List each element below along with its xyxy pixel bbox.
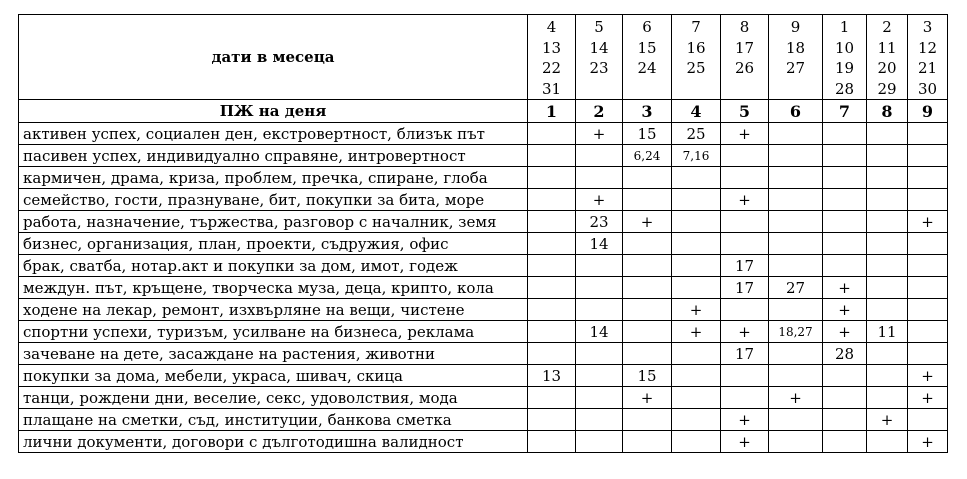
header-dates-row xyxy=(19,15,948,100)
date-value: 18 xyxy=(785,38,806,57)
table-cell xyxy=(576,167,623,189)
table-cell: 25 xyxy=(672,123,721,145)
day-number-1: 1 xyxy=(528,100,576,123)
table-cell xyxy=(672,233,721,255)
table-cell xyxy=(769,299,823,321)
table-cell: + xyxy=(908,387,948,409)
date-value: 31 xyxy=(541,79,562,98)
table-cell xyxy=(576,255,623,277)
day-number-7: 7 xyxy=(823,100,867,123)
table-cell: + xyxy=(721,431,769,453)
table-cell xyxy=(623,277,672,299)
table-cell xyxy=(576,277,623,299)
table-cell xyxy=(908,145,948,167)
table-cell: + xyxy=(908,431,948,453)
row-label: ходене на лекар, ремонт, изхвърляне на вещи, чистене xyxy=(19,299,528,321)
date-value: 26 xyxy=(734,59,755,77)
table-cell xyxy=(672,431,721,453)
table-cell xyxy=(769,409,823,431)
table-cell xyxy=(823,211,867,233)
table-row xyxy=(19,145,948,167)
date-list-col-6 xyxy=(769,15,823,100)
day-number-4: 4 xyxy=(672,100,721,123)
table-cell: + xyxy=(623,211,672,233)
table-cell xyxy=(672,211,721,233)
table-cell xyxy=(528,299,576,321)
table-row xyxy=(19,167,948,189)
row-label: брак, сватба, нотар.акт и покупки за дом, имот, годеж xyxy=(19,255,528,277)
row-label: спортни успехи, туризъм, усилване на бизнеса, реклама xyxy=(19,321,528,343)
table-cell xyxy=(908,321,948,343)
table-row xyxy=(19,123,948,145)
table-cell xyxy=(576,299,623,321)
table-cell: + xyxy=(823,277,867,299)
table-cell xyxy=(528,145,576,167)
date-value: 14 xyxy=(589,38,609,57)
date-list-col-5 xyxy=(721,15,769,100)
table-cell xyxy=(528,431,576,453)
table-cell xyxy=(623,255,672,277)
table-cell xyxy=(908,255,948,277)
table-cell xyxy=(867,167,908,189)
table-cell xyxy=(528,233,576,255)
date-value: 22 xyxy=(541,59,562,77)
date-list-col-7 xyxy=(823,15,867,100)
row-label: семейство, гости, празнуване, бит, покупки за бита, море xyxy=(19,189,528,211)
table-cell xyxy=(823,255,867,277)
table-cell xyxy=(769,431,823,453)
table-cell: + xyxy=(908,365,948,387)
table-cell xyxy=(823,365,867,387)
table-cell xyxy=(576,145,623,167)
date-value: 6 xyxy=(642,18,652,36)
table-cell xyxy=(672,189,721,211)
table-cell xyxy=(867,365,908,387)
table-cell: + xyxy=(721,409,769,431)
row-label: междун. път, кръщене, творческа муза, деца, крипто, кола xyxy=(19,277,528,299)
table-cell xyxy=(576,431,623,453)
day-number-2: 2 xyxy=(576,100,623,123)
table-row xyxy=(19,277,948,299)
date-value: 10 xyxy=(834,38,855,57)
table-cell xyxy=(769,123,823,145)
table-cell: 15 xyxy=(623,123,672,145)
table-cell: + xyxy=(576,189,623,211)
row-label: бизнес, организация, план, проекти, съдружия, офис xyxy=(19,233,528,255)
table-cell xyxy=(867,343,908,365)
table-cell xyxy=(528,321,576,343)
row-label: кармичен, драма, криза, проблем, пречка, спиране, глоба xyxy=(19,167,528,189)
table-cell xyxy=(721,167,769,189)
date-value: 30 xyxy=(917,79,938,98)
date-value: 17 xyxy=(734,38,755,57)
table-cell xyxy=(908,299,948,321)
table-cell xyxy=(528,167,576,189)
table-cell xyxy=(908,123,948,145)
date-value: 21 xyxy=(917,59,938,77)
table-cell: + xyxy=(769,387,823,409)
table-cell xyxy=(623,431,672,453)
table-cell: + xyxy=(721,189,769,211)
table-cell xyxy=(867,189,908,211)
table-cell: + xyxy=(672,299,721,321)
table-cell: 13 xyxy=(528,365,576,387)
table-cell xyxy=(823,189,867,211)
table-cell: 17 xyxy=(721,255,769,277)
date-value: 7 xyxy=(691,18,701,36)
table-row xyxy=(19,409,948,431)
row-label: плащане на сметки, съд, институции, банкова сметка xyxy=(19,409,528,431)
date-list-col-9 xyxy=(908,15,948,100)
table-cell xyxy=(867,387,908,409)
table-row xyxy=(19,189,948,211)
table-cell xyxy=(769,145,823,167)
row-label: зачеване на дете, засаждане на растения, животни xyxy=(19,343,528,365)
pz-label: ПЖ на деня xyxy=(19,100,528,123)
table-cell xyxy=(823,409,867,431)
table-cell xyxy=(623,189,672,211)
table-cell xyxy=(823,387,867,409)
table-cell xyxy=(867,255,908,277)
table-cell xyxy=(721,145,769,167)
row-label: пасивен успех, индивидуално справяне, интровертност xyxy=(19,145,528,167)
day-number-3: 3 xyxy=(623,100,672,123)
date-value: 8 xyxy=(739,18,750,36)
table-cell: 11 xyxy=(867,321,908,343)
table-cell: 6,24 xyxy=(623,145,672,167)
table-cell xyxy=(867,233,908,255)
day-number-8: 8 xyxy=(867,100,908,123)
table-cell xyxy=(576,365,623,387)
header-number-row xyxy=(19,100,948,123)
table-row xyxy=(19,211,948,233)
table-cell xyxy=(908,233,948,255)
table-cell xyxy=(823,145,867,167)
numerology-table xyxy=(18,14,948,453)
table-cell xyxy=(528,123,576,145)
table-cell xyxy=(823,167,867,189)
dates-label: дати в месеца xyxy=(19,15,528,100)
table-cell xyxy=(769,189,823,211)
table-cell: + xyxy=(672,321,721,343)
table-cell xyxy=(672,365,721,387)
table-cell xyxy=(528,189,576,211)
table-cell xyxy=(623,343,672,365)
table-cell xyxy=(528,211,576,233)
date-list-col-3 xyxy=(623,15,672,100)
table-cell: + xyxy=(576,123,623,145)
table-cell xyxy=(672,277,721,299)
table-cell: 17 xyxy=(721,343,769,365)
table-cell xyxy=(867,299,908,321)
table-cell: + xyxy=(908,211,948,233)
table-cell xyxy=(672,409,721,431)
date-list-col-1 xyxy=(528,15,576,100)
date-value: 13 xyxy=(541,38,562,57)
table-cell xyxy=(769,211,823,233)
table-cell: + xyxy=(823,321,867,343)
day-number-6: 6 xyxy=(769,100,823,123)
table-row xyxy=(19,233,948,255)
table-cell: 15 xyxy=(623,365,672,387)
date-value: 3 xyxy=(922,18,933,36)
table-cell xyxy=(623,409,672,431)
table-cell: 28 xyxy=(823,343,867,365)
date-value: 16 xyxy=(686,38,706,57)
date-value: 1 xyxy=(839,18,850,36)
table-cell xyxy=(528,343,576,365)
table-cell xyxy=(528,409,576,431)
table-cell xyxy=(867,211,908,233)
table-cell: 17 xyxy=(721,277,769,299)
date-value: 2 xyxy=(882,18,892,36)
table-cell xyxy=(528,277,576,299)
table-cell xyxy=(908,343,948,365)
table-cell xyxy=(769,167,823,189)
table-cell xyxy=(908,167,948,189)
table-cell xyxy=(672,343,721,365)
day-number-5: 5 xyxy=(721,100,769,123)
table-cell xyxy=(867,431,908,453)
row-label: активен успех, социален ден, екстровертност, близък път xyxy=(19,123,528,145)
date-list-col-2 xyxy=(576,15,623,100)
row-label: работа, назначение, тържества, разговор с началник, земя xyxy=(19,211,528,233)
date-list-col-4 xyxy=(672,15,721,100)
row-label: лични документи, договори с дълготодишна валидност xyxy=(19,431,528,453)
table-cell xyxy=(672,255,721,277)
table-cell: 27 xyxy=(769,277,823,299)
table-cell xyxy=(867,277,908,299)
table-cell xyxy=(867,123,908,145)
row-label: танци, рождени дни, веселие, секс, удоволствия, мода xyxy=(19,387,528,409)
day-number-9: 9 xyxy=(908,100,948,123)
table-cell xyxy=(769,365,823,387)
table-cell xyxy=(721,365,769,387)
table-row xyxy=(19,255,948,277)
table-cell xyxy=(823,233,867,255)
table-cell xyxy=(823,431,867,453)
date-value: 5 xyxy=(594,18,604,36)
table-cell xyxy=(721,211,769,233)
table-cell xyxy=(769,255,823,277)
date-value: 12 xyxy=(917,38,938,57)
table-cell xyxy=(908,277,948,299)
table-cell: 7,16 xyxy=(672,145,721,167)
table-cell: + xyxy=(721,321,769,343)
date-value: 11 xyxy=(877,38,897,57)
table-cell xyxy=(528,387,576,409)
table-cell xyxy=(672,167,721,189)
table-row xyxy=(19,343,948,365)
table-row xyxy=(19,387,948,409)
date-value: 20 xyxy=(877,59,897,77)
table-cell xyxy=(721,387,769,409)
date-value: 28 xyxy=(834,79,855,98)
table-cell xyxy=(623,321,672,343)
table-cell xyxy=(623,167,672,189)
table-row xyxy=(19,299,948,321)
date-list-col-8 xyxy=(867,15,908,100)
date-value: 29 xyxy=(877,79,897,98)
date-value: 27 xyxy=(785,59,806,77)
table-cell: 18,27 xyxy=(769,321,823,343)
date-value: 4 xyxy=(546,18,557,36)
table-cell xyxy=(576,387,623,409)
table-cell: 14 xyxy=(576,233,623,255)
table-row xyxy=(19,321,948,343)
date-value: 15 xyxy=(637,38,657,57)
table-cell: 14 xyxy=(576,321,623,343)
table-cell xyxy=(823,123,867,145)
table-cell xyxy=(672,387,721,409)
date-value: 23 xyxy=(589,59,609,77)
table-cell: + xyxy=(823,299,867,321)
table-cell xyxy=(721,299,769,321)
date-value: 25 xyxy=(686,59,706,77)
table-cell xyxy=(623,233,672,255)
table-cell xyxy=(867,145,908,167)
table-row xyxy=(19,431,948,453)
table-cell xyxy=(576,343,623,365)
table-cell xyxy=(908,189,948,211)
date-value: 19 xyxy=(834,59,855,77)
table-cell: + xyxy=(623,387,672,409)
table-cell xyxy=(623,299,672,321)
table-cell xyxy=(769,233,823,255)
table-cell xyxy=(908,409,948,431)
table-cell: 23 xyxy=(576,211,623,233)
table-cell xyxy=(769,343,823,365)
table-cell: + xyxy=(721,123,769,145)
table-row xyxy=(19,365,948,387)
table-cell xyxy=(576,409,623,431)
table-cell xyxy=(721,233,769,255)
row-label: покупки за дома, мебели, украса, шивач, скица xyxy=(19,365,528,387)
table-cell: + xyxy=(867,409,908,431)
date-value: 24 xyxy=(637,59,657,77)
table-cell xyxy=(528,255,576,277)
date-value: 9 xyxy=(790,18,801,36)
